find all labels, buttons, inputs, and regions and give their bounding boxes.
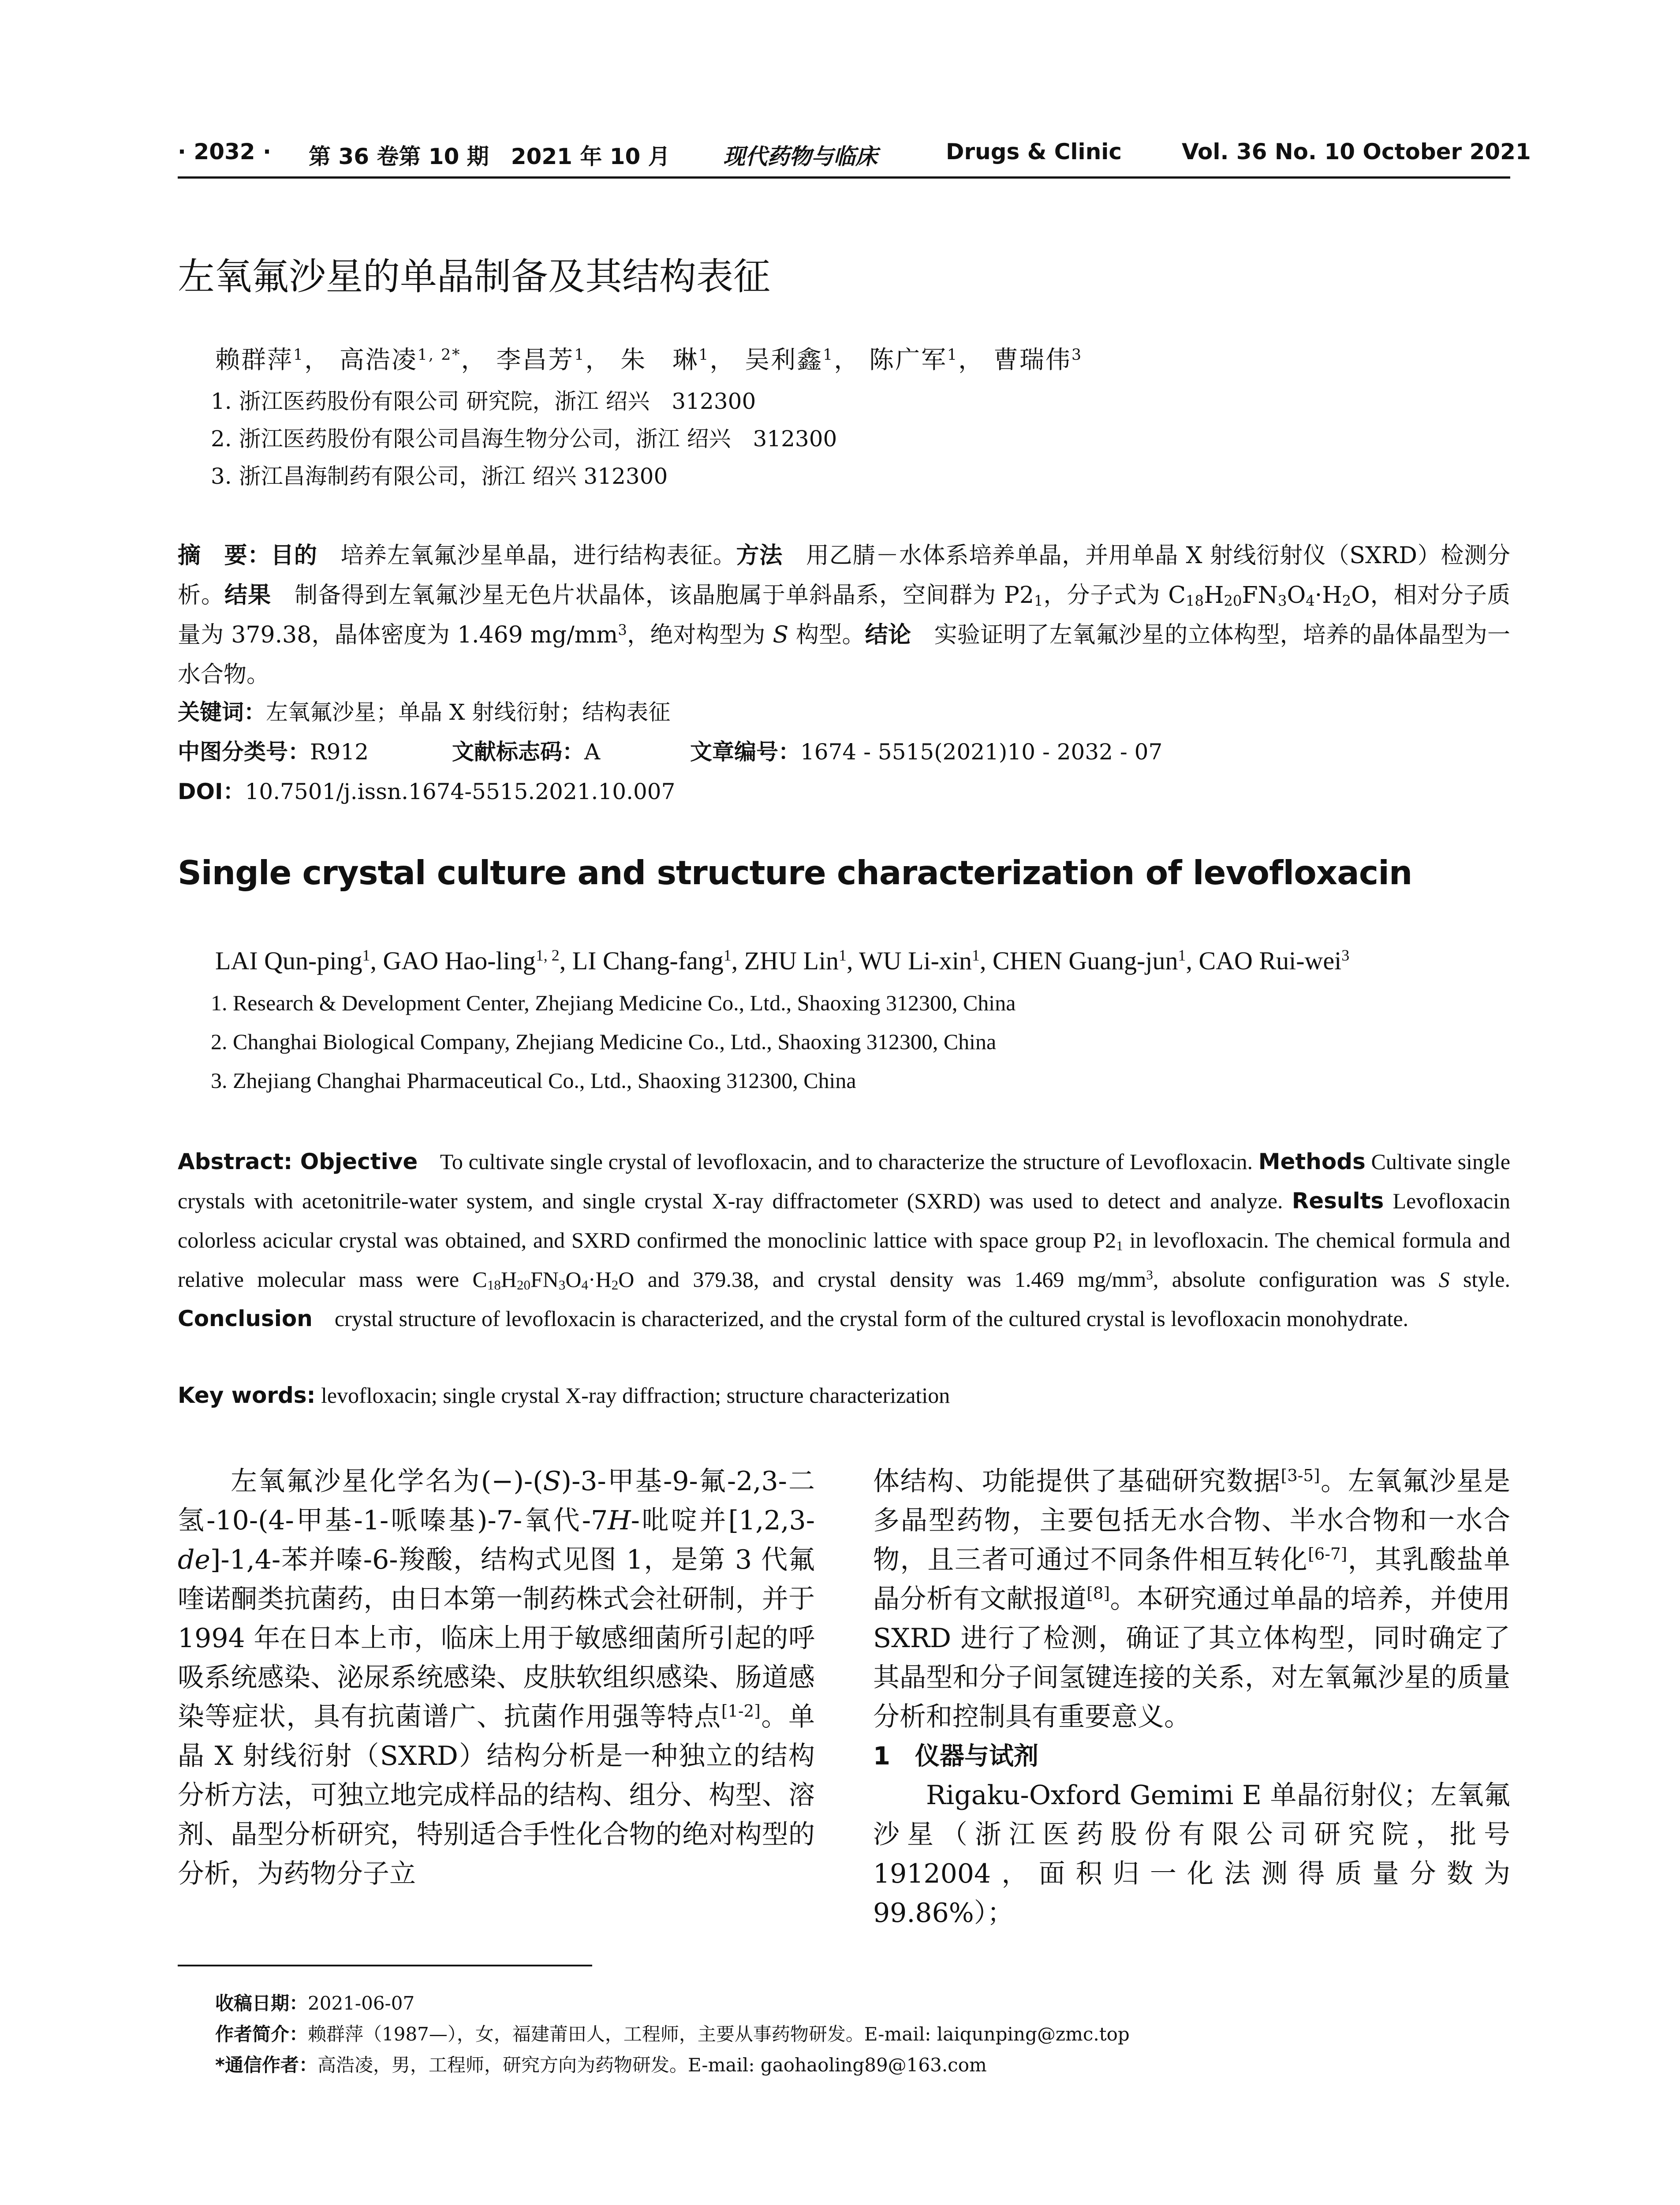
body-text: ，其乳酸盐单晶分析有文献报道 — [873, 1544, 1510, 1615]
footnote-corresponding — [215, 2051, 987, 2077]
subscript: 2 — [1342, 592, 1351, 609]
subscript: 3 — [1278, 592, 1287, 609]
footnote-label: 收稿日期： — [215, 1992, 308, 2014]
results-text: O and 379.38, and crystal density was 1.469 mg/mm — [618, 1267, 1146, 1292]
abstract-label: 摘 要： — [178, 542, 271, 569]
article-number-label: 文章编号： — [690, 739, 800, 765]
citation: [3-5] — [1281, 1465, 1320, 1485]
author-name: 李昌芳 — [496, 346, 575, 374]
author-affil: 1, 2 — [535, 946, 560, 964]
keywords-en — [178, 1383, 950, 1408]
subscript: 1 — [1034, 592, 1043, 609]
affiliation-en: 3. Zhejiang Changhai Pharmaceutical Co., Ltd., Shaoxing 312300, China — [211, 1068, 856, 1093]
affiliation-en: 1. Research & Development Center, Zhejiang Medicine Co., Ltd., Shaoxing 312300, China — [211, 990, 1016, 1015]
italic-de: de — [178, 1544, 210, 1575]
formula-part: FN — [530, 1267, 559, 1292]
subscript: 1 — [1116, 1238, 1123, 1254]
author-affil: 1 — [823, 346, 834, 364]
affiliation-cn: 3. 浙江昌海制药有限公司，浙江 绍兴 312300 — [211, 463, 668, 489]
objective-label: 目的 — [271, 542, 317, 569]
affiliation-cn: 2. 浙江医药股份有限公司昌海生物分公司，浙江 绍兴 312300 — [211, 426, 837, 452]
method-text: 用乙腈－水体系培养单晶，并用单晶 X 射线衍射仪（SXRD）检测分析。 — [178, 542, 1510, 609]
author-affil: 1 — [723, 946, 732, 964]
citation: [1-2] — [721, 1701, 761, 1721]
formula-part: FN — [1242, 582, 1278, 609]
subscript: 20 — [516, 1277, 530, 1293]
result-text: O，相对分子质量为 379.38，晶体密度为 1.469 mg/mm — [178, 582, 1510, 648]
article-number-value: 1674 - 5515(2021)10 - 2032 - 07 — [800, 739, 1163, 765]
italic-s: S — [773, 622, 789, 648]
conclusion-text: 实验证明了左氧氟沙星的立体构型，培养的晶体晶型为一水合物。 — [178, 622, 1510, 688]
footnote-rule — [178, 1965, 592, 1966]
subscript: 18 — [1186, 592, 1204, 609]
footnote-label: 作者简介： — [215, 2023, 308, 2045]
results-text: style. — [1449, 1267, 1510, 1292]
author-name: LI Chang-fang — [572, 946, 724, 975]
clc-label: 中图分类号： — [178, 739, 310, 765]
subscript: 4 — [581, 1277, 588, 1293]
clc-value: R912 — [310, 739, 369, 765]
body-text: 。单晶 X 射线衍射（SXRD）结构分析是一种独立的结构分析方法，可独立地完成样品的结构、组分、构型、溶剂、晶型分析研究，特别适合手性化合物的绝对构型的分析，为药物分子立 — [178, 1701, 815, 1889]
journal-name-cn: 现代药物与临床 — [723, 144, 877, 169]
author-list-en: LAI Qun-ping$^1$, GAO Hao-ling$^{1, 2}$, LI Chang-fang$^1$, ZHU Lin$^1$, WU Li-xin$^1$, CHEN Guang-jun$^1$, CAO Rui-wei$^3$ — [215, 946, 1350, 975]
results-text: , absolute configuration was — [1153, 1267, 1439, 1292]
keywords-text: levofloxacin; single crystal X-ray diffraction; structure characterization — [315, 1383, 950, 1408]
keywords-cn — [178, 695, 670, 726]
author-name: LAI Qun-ping — [215, 946, 362, 975]
abstract-en — [178, 1142, 1510, 1338]
page-title-en: Single crystal culture and structure characterization of levofloxacin — [178, 853, 1412, 892]
header-rule — [178, 176, 1510, 179]
objective-text: To cultivate single crystal of levofloxacin, and to characterize the structure of Levofloxacin. — [418, 1149, 1258, 1174]
author-affil: 1 — [947, 346, 959, 364]
body-column-left — [178, 1462, 815, 1894]
result-text: 构型。 — [788, 622, 865, 648]
subscript: 20 — [1224, 592, 1242, 609]
doc-code-label: 文献标志码： — [452, 739, 584, 765]
article-number-line — [690, 734, 1162, 766]
citation: [6-7] — [1308, 1544, 1348, 1564]
author-name: 高浩凌 — [339, 346, 418, 374]
body-text: -吡啶并[1,2,3- — [631, 1505, 815, 1536]
author-affil: 1 — [839, 946, 847, 964]
author-name: 朱 琳 — [620, 346, 699, 374]
conclusion-label: Conclusion — [178, 1306, 313, 1331]
author-name: CAO Rui-wei — [1198, 946, 1342, 975]
author-name: WU Li-xin — [859, 946, 972, 975]
formula-part: H — [1204, 582, 1224, 609]
body-paragraph — [873, 1462, 1510, 1737]
page-number: · 2032 · — [178, 139, 271, 164]
formula-part: O — [565, 1267, 582, 1292]
issue-info-cn: 第 36 卷第 10 期 2021 年 10 月 — [309, 144, 670, 169]
abstract-cn — [178, 536, 1510, 695]
body-text: 左氧氟沙星化学名为(−)-( — [231, 1466, 543, 1497]
body-text: 。左氧氟沙星是多晶型药物，主要包括无水合物、半水合物和一水合物，且三者可通过不同条件相互转化 — [873, 1466, 1510, 1575]
author-affil: 3 — [1341, 946, 1350, 964]
method-label: 方法 — [736, 542, 783, 569]
conclusion-text: crystal structure of levofloxacin is characterized, and the crystal form of the cultured crystal is levofloxacin monohydrate. — [312, 1306, 1409, 1331]
methods-text: Cultivate single crystals with acetonitrile-water system, and single crystal X-ray diffractometer (SXRD) was used to detect and analyze. — [178, 1149, 1511, 1213]
doc-code-line — [452, 734, 600, 766]
page-title-cn: 左氧氟沙星的单晶制备及其结构表征 — [178, 255, 771, 298]
body-text: ]-1,4-苯并嗪-6-羧酸，结构式见图 1，是第 3 代氟喹诺酮类抗菌药，由日本第一制药株式会社研制，并于 1994 年在日本上市，临床上用于敏感细菌所引起的呼吸系统感染、泌尿系统感染、皮肤软组织感染、肠道感染等症状，具有抗菌谱广、抗菌作用强等特点 — [178, 1544, 815, 1732]
author-affil: 3 — [1071, 346, 1083, 364]
doi-value: 10.7501/j.issn.1674-5515.2021.10.007 — [245, 779, 676, 804]
formula-part: ·H — [1314, 582, 1342, 609]
formula-part: H — [500, 1267, 517, 1292]
keywords-text: 左氧氟沙星；单晶 X 射线衍射；结构表征 — [266, 699, 671, 725]
body-column-right — [873, 1462, 1510, 1933]
journal-name-en: Drugs & Clinic — [946, 139, 1122, 164]
objective-text: 培养左氧氟沙星单晶，进行结构表征。 — [317, 542, 736, 569]
author-name: 陈广军 — [869, 346, 948, 374]
author-name: 吴利鑫 — [745, 346, 823, 374]
formula-part: ·H — [588, 1267, 612, 1292]
author-affil: 1 — [1178, 946, 1186, 964]
body-text: 体结构、功能提供了基础研究数据 — [873, 1466, 1281, 1497]
author-affil: 1 — [972, 946, 980, 964]
doc-code-value: A — [584, 739, 601, 765]
results-text: in levofloxacin. The chemical formula and relative molecular mass were C — [178, 1228, 1510, 1292]
formula-part: O — [1287, 582, 1306, 609]
doi-line — [178, 774, 675, 806]
keywords-label: 关键词： — [178, 699, 266, 725]
affiliation-cn: 1. 浙江医药股份有限公司 研究院，浙江 绍兴 312300 — [211, 389, 756, 414]
subscript: 2 — [611, 1277, 619, 1293]
footnote-label: *通信作者： — [215, 2054, 317, 2076]
body-paragraph: Rigaku-Oxford Gemimi E 单晶衍射仪；左氧氟沙星（浙江医药股份有限公司研究院，批号 1912004，面积归一化法测得质量分数为 99.86%）； — [873, 1780, 1510, 1928]
result-text: ，分子式为 C — [1043, 582, 1186, 609]
body-paragraph — [178, 1462, 815, 1894]
superscript: 3 — [1146, 1267, 1153, 1282]
italic-h: H — [608, 1505, 631, 1536]
issue-info-en: Vol. 36 No. 10 October 2021 — [1182, 139, 1531, 164]
conclusion-label: 结论 — [865, 622, 911, 648]
footnote-text: 赖群萍（1987—），女，福建莆田人，工程师，主要从事药物研发。E-mail: laiqunping@zmc.top — [308, 2023, 1130, 2045]
doi-label: DOI： — [178, 779, 245, 804]
keywords-label: Key words: — [178, 1383, 316, 1408]
methods-label: Methods — [1258, 1149, 1366, 1174]
footnote-received — [215, 1989, 414, 2015]
subscript: 3 — [558, 1277, 566, 1293]
superscript: 3 — [618, 621, 627, 639]
result-label: 结果 — [224, 582, 272, 609]
author-name: ZHU Lin — [744, 946, 839, 975]
author-affil: 1 — [574, 346, 586, 364]
results-label: Results — [1292, 1188, 1384, 1214]
author-name: GAO Hao-ling — [383, 946, 536, 975]
subscript: 18 — [487, 1277, 501, 1293]
footnote-author — [215, 2020, 1130, 2046]
author-affil: 1 — [362, 946, 370, 964]
italic-s: S — [543, 1466, 561, 1497]
footnote-text: 2021-06-07 — [308, 1992, 415, 2014]
author-affil: 1 — [698, 346, 710, 364]
body-text: 。本研究通过单晶的培养，并使用 SXRD 进行了检测，确证了其立体构型，同时确定了其晶型和分子间氢键连接的关系，对左氧氟沙星的质量分析和控制具有重要意义。 — [873, 1584, 1511, 1732]
abstract-label: Abstract: Objective — [178, 1149, 418, 1174]
author-list-cn: 赖群萍$^1$， 高浩凌$^{1, 2*}$， 李昌芳$^1$， 朱 琳$^1$， 吴利鑫$^1$， 陈广军$^1$， 曹瑞伟$^3$ — [215, 346, 1083, 374]
author-name: 曹瑞伟 — [993, 346, 1071, 374]
classification-line — [178, 734, 369, 766]
italic-s: S — [1438, 1267, 1450, 1292]
result-text: ，绝对构型为 — [627, 622, 773, 648]
affiliation-en: 2. Changhai Biological Company, Zhejiang Medicine Co., Ltd., Shaoxing 312300, China — [211, 1029, 997, 1054]
author-name: 赖群萍 — [215, 346, 293, 374]
body-text: )-3-甲基-9-氟-2,3-二氢-10-(4-甲基-1-哌嗪基)-7-氧代-7 — [178, 1466, 815, 1536]
footnote-text: 高浩凌，男，工程师，研究方向为药物研发。E-mail: gaohaoling89@163.com — [317, 2054, 987, 2076]
author-affil: 1 — [293, 346, 305, 364]
subscript: 4 — [1306, 592, 1315, 609]
result-text: 制备得到左氧氟沙星无色片状晶体，该晶胞属于单斜晶系，空间群为 P2 — [271, 582, 1034, 609]
results-text: Levofloxacin colorless acicular crystal was obtained, and SXRD confirmed the monoclinic lattice with space group P2 — [178, 1188, 1510, 1252]
author-affil: 1, 2* — [417, 346, 461, 364]
section-heading: 1 仪器与试剂 — [873, 1742, 1038, 1771]
citation: [8] — [1086, 1583, 1110, 1603]
author-name: CHEN Guang-jun — [993, 946, 1178, 975]
